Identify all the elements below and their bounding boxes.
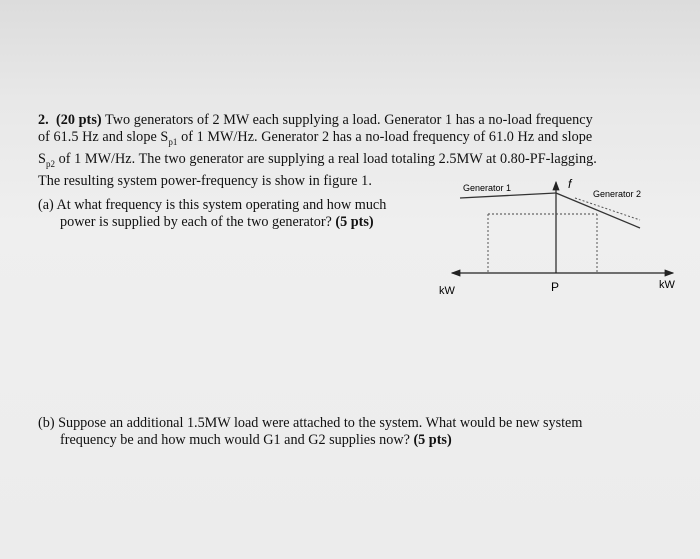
generator1-label: Generator 1 bbox=[463, 183, 512, 193]
part-a-points: (5 pts) bbox=[335, 214, 374, 231]
part-a-label: (a) bbox=[38, 197, 54, 213]
generator1-curve bbox=[460, 193, 556, 198]
frequency-axis-label: f bbox=[568, 177, 572, 191]
left-kw-label: kW bbox=[439, 285, 455, 297]
part-a-text-2: power is supplied by each of the two generator? bbox=[60, 214, 336, 231]
problem-text-2: of 61.5 Hz and slope S bbox=[38, 129, 169, 146]
part-b-text-2: frequency be and how much would G1 and G2 supplies now? bbox=[60, 432, 414, 449]
problem-number: 2. bbox=[38, 112, 49, 128]
part-b-text-1: Suppose an additional 1.5MW load were attached to the system. What would be new system bbox=[54, 415, 583, 431]
part-b-label: (b) bbox=[38, 415, 55, 431]
slope-subscript-2: p2 bbox=[45, 159, 56, 170]
problem-text-4: S bbox=[38, 151, 46, 168]
generator2-label: Generator 2 bbox=[593, 189, 642, 199]
generator2-dotted-curve bbox=[575, 198, 640, 220]
part-a-text-1: At what frequency is this system operating and how much bbox=[53, 197, 387, 213]
part-b-points: (5 pts) bbox=[413, 432, 452, 449]
problem-text-1: Two generators of 2 MW each supplying a load. Generator 1 has a no-load frequency bbox=[101, 112, 593, 128]
problem-points: (20 pts) bbox=[55, 112, 102, 128]
load-power-label: P bbox=[551, 280, 560, 294]
problem-text-6: The resulting system power-frequency is show in figure 1. bbox=[38, 173, 372, 190]
problem-text-5: of 1 MW/Hz. The two generator are supplying a real load totaling 2.5MW at 0.80-PF-lagging. bbox=[55, 151, 597, 168]
problem-text-3: of 1 MW/Hz. Generator 2 has a no-load frequency of 61.0 Hz and slope bbox=[177, 129, 593, 146]
slope-subscript-1: p1 bbox=[168, 137, 178, 148]
right-kw-label: kW bbox=[659, 279, 675, 291]
